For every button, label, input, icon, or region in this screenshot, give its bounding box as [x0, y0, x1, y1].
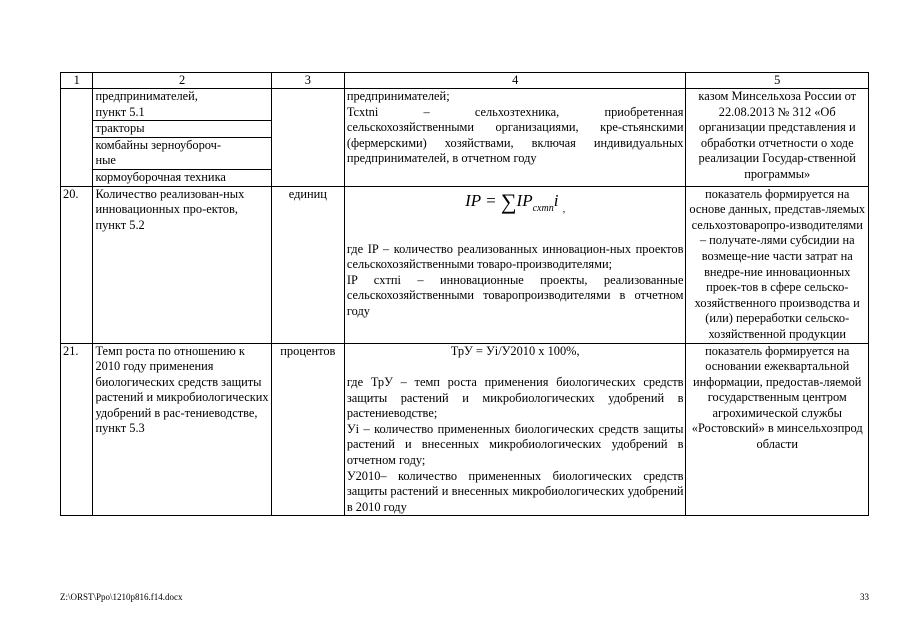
spacer	[347, 359, 684, 375]
source-cell: показатель формируется на основании ежеквартальной информации, предостав-ляемой государственным центром агрохимической службы «Ростовский» в минсельхозпрод области	[686, 343, 869, 516]
unit-cell: процентов	[271, 343, 344, 516]
indicator-table	[60, 72, 869, 516]
table-row	[61, 89, 869, 187]
unit-cell	[271, 89, 344, 187]
row-number-cell	[61, 89, 93, 187]
row-number-cell: 21.	[61, 343, 93, 516]
sub-item	[93, 170, 270, 186]
column-number-row	[61, 73, 869, 89]
sub-item	[93, 138, 270, 170]
sub-item-text: кормоуборочная техника	[95, 169, 226, 184]
sigma-icon: ∑	[500, 188, 517, 214]
sub-items	[93, 89, 270, 186]
method-text: предпринимателей; Tcxtni – сельхозтехника, приобретенная сельскохозяйственными организациями, кре-стьянскими (фермерскими) хозяйствами, включая индивидуальных предпринимателей, в отчетном году	[346, 89, 684, 166]
file-path: Z:\ORST\Ppo\1210p816.f14.docx	[60, 592, 183, 602]
formula	[347, 187, 684, 242]
row-number-cell: 20.	[61, 186, 93, 343]
method-cell	[344, 186, 686, 343]
formula-suffix: i	[553, 190, 559, 210]
formula: ТрУ = Уi/У2010 x 100%,	[450, 343, 580, 358]
formula-comma: ,	[562, 203, 566, 215]
column-number: 5	[686, 73, 869, 89]
formula-subscript: cxmn	[532, 202, 554, 214]
sub-item-text: предпринимателей, пункт 5.1	[95, 89, 198, 119]
indicator-name-cell	[93, 89, 271, 187]
source-cell: казом Минсельхоза России от 22.08.2013 № 312 «Об организации представления и обработки отчетности о ходе реализации Государ-ственной программы»	[686, 89, 869, 187]
column-number: 3	[271, 73, 344, 89]
sub-item-text: тракторы	[95, 121, 145, 136]
table-row	[61, 343, 869, 516]
indicator-name-cell: Количество реализован-ных инновационных про-ектов, пункт 5.2	[93, 186, 271, 343]
sub-item	[93, 121, 270, 138]
method-cell	[344, 343, 686, 516]
unit-cell: единиц	[271, 186, 344, 343]
table-row	[61, 186, 869, 343]
column-number: 2	[93, 73, 271, 89]
sub-item-text: комбайны зерноубороч- ные	[95, 137, 222, 168]
sub-item	[93, 89, 270, 121]
formula-term: IP	[516, 190, 533, 210]
indicator-name-cell: Темп роста по отношению к 2010 году применения биологических средств защиты растений и микробиологических удобрений в рас-тениеводстве, пункт 5.3	[93, 343, 271, 516]
column-number: 4	[344, 73, 686, 89]
method-cell	[344, 89, 686, 187]
column-number: 1	[61, 73, 93, 89]
formula-equals: =	[485, 190, 497, 210]
method-text: где ТрУ – темп роста применения биологических средств защиты растений и микробиологических удобрений в растениеводстве; Уi – количество примененных биологических средств защиты растений и внесенных микробиологических удобрений в отчетном году; У2010– количество примененных биологических средств защиты растений и внесенных микробиологических удобрений в 2010 году	[346, 375, 684, 514]
source-cell: показатель формируется на основе данных, представ-ляемых сельхозтоваропро-изводителями – получате-лями субсидии на возмеще-ние части затрат на внедре-ние инновационных проек-тов в сфере сельско-хозяйственного производства и (или) переработки сельско-хозяйственной продукции	[686, 186, 869, 343]
formula-lhs: IP	[465, 190, 481, 210]
page-number: 33	[860, 592, 869, 602]
method-text: где IP – количество реализованных инновацион-ных проектов сельскохозяйственными товаро-производителями; IP cxтпi – инновационные проекты, реализованные сельскохозяйственными товаропроизводителями в отчетном году	[346, 241, 684, 318]
